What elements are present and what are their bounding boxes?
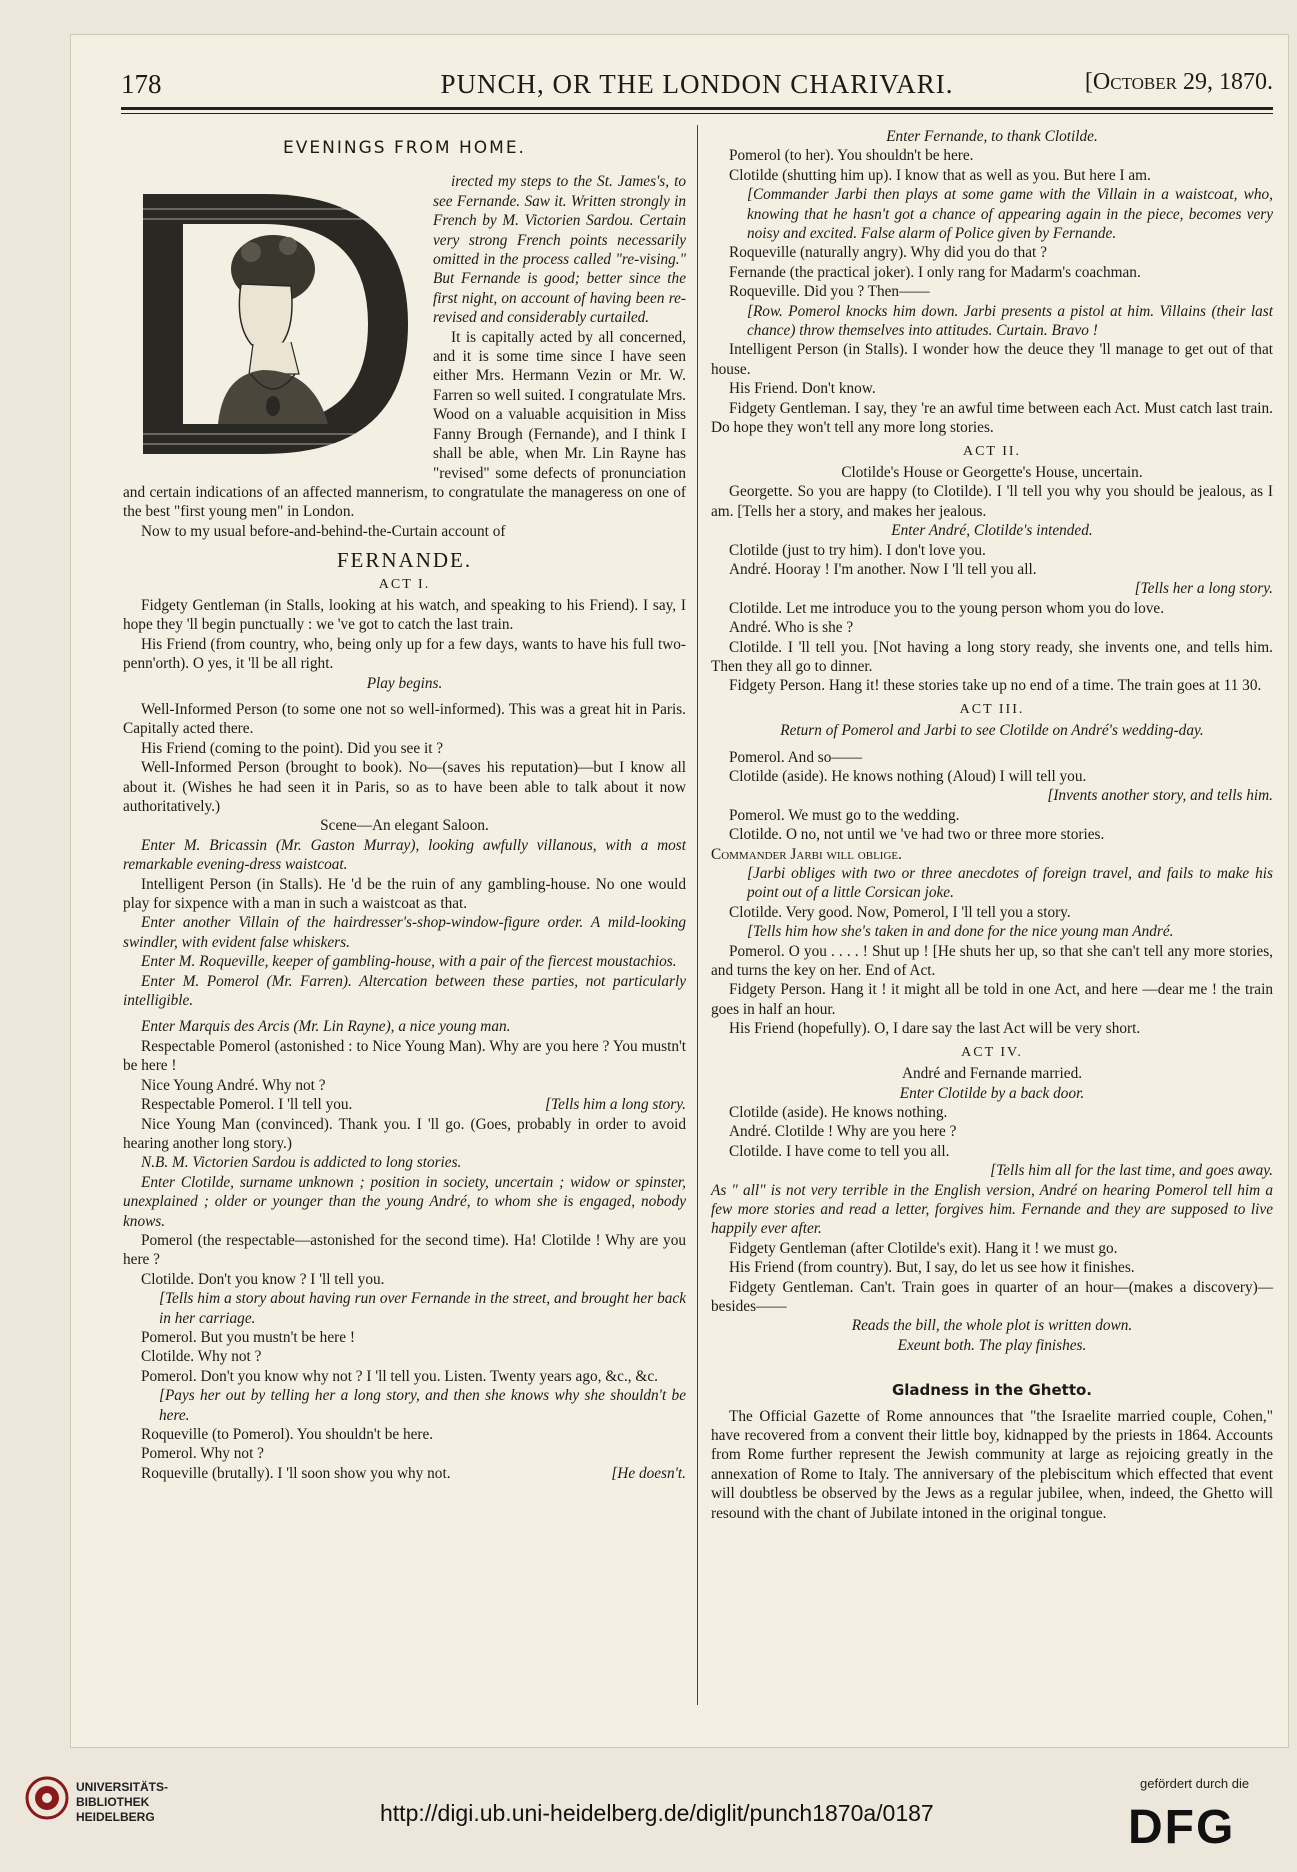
running-header xyxy=(121,65,1273,105)
dialogue-line xyxy=(123,1095,686,1114)
stage-direction: [Jarbi obliges with two or three anecdotes of foreign travel, and fails to make his point out of a little Corsican joke. xyxy=(747,865,1273,902)
dialogue-text: Roqueville (brutally). I 'll soon show you why not. xyxy=(141,1464,451,1482)
intro-paragraph-1: irected my steps to the St. James's, to see Fernande. Saw it. Written strongly in French by M. Victorien Sardou. Certain very strong French points necessarily omitted in the process called "re-vising." But Fernande is good; better since the first night, on account of having been re-revised and considerably curtailed. xyxy=(433,173,686,327)
stage-direction: [Tells him a long story. xyxy=(545,1096,686,1114)
column-divider xyxy=(697,125,698,1705)
dialogue-line: Pomerol. Why not ? xyxy=(141,1445,264,1463)
article-heading-ghetto: Gladness in the Ghetto. xyxy=(891,1381,1093,1400)
stage-direction: Enter André, Clotilde's intended. xyxy=(891,522,1093,540)
dialogue-line: Enter M. Bricassin (Mr. Gaston Murray), looking awfully villanous, with a most remarkable evening-dress waistcoat. xyxy=(123,836,686,874)
header-rule-thick xyxy=(121,107,1273,110)
dialogue-line: His Friend (coming to the point). Did you see it ? xyxy=(141,739,444,757)
dialogue-line: His Friend. Don't know. xyxy=(729,380,876,398)
stage-direction: [Tells him a story about having run over Fernande in the street, and brought her back in her carriage. xyxy=(159,1290,686,1327)
dialogue-line: Fidgety Gentleman. I say, they 're an awful time between each Act. Must catch last train. Do hope they won't tell any more long stories. xyxy=(711,399,1273,437)
act-heading-3: ACT III. xyxy=(959,701,1025,717)
dialogue-line: Roqueville. Did you ? Then—— xyxy=(729,283,930,301)
page-number: 178 xyxy=(121,69,162,99)
dialogue-line: Georgette. So you are happy (to Clotilde). I 'll tell you why you should be jealous, as I am. [Tells her a story, and makes her jealous. xyxy=(711,483,1273,520)
dialogue-line: Fernande (the practical joker). I only rang for Madarm's coachman. xyxy=(729,263,1141,281)
dialogue-line: Roqueville (to Pomerol). You shouldn't be here. xyxy=(141,1426,434,1443)
stage-direction: Exeunt both. The play finishes. xyxy=(897,1336,1087,1354)
stage-direction: As " all" is not very terrible in the English version, André on hearing Pomerol tell him a few more stories and read a letter, forgives him. Fernande and they are supposed to live happily ever after. xyxy=(711,1181,1273,1238)
dialogue-line: Pomerol. O you . . . . ! Shut up ! [He shuts her up, so that she can't tell any more stories, and turns the key on her. End of Act. xyxy=(711,942,1273,980)
stage-direction: [Tells him all for the last time, and goes away. xyxy=(990,1162,1273,1180)
dialogue-line: André. Who is she ? xyxy=(729,619,854,637)
stage-direction: [Row. Pomerol knocks him down. Jarbi presents a pistol at him. Villains (their last chance) throw themselves into attitudes. Curtain. Bravo ! xyxy=(747,302,1273,340)
dialogue-line: Nice Young André. Why not ? xyxy=(141,1076,326,1094)
right-column xyxy=(711,127,1273,1523)
university-line: UNIVERSITÄTS- xyxy=(76,1780,169,1794)
stage-direction: [Tells her a long story. xyxy=(1134,580,1273,598)
dialogue-line: Pomerol. We must go to the wedding. xyxy=(729,806,960,824)
scene-heading: Clotilde's House or Georgette's House, uncertain. xyxy=(841,463,1143,481)
act-heading-2: ACT II. xyxy=(962,443,1022,459)
newspaper-page xyxy=(70,34,1289,1748)
dialogue-text: Respectable Pomerol. I 'll tell you. xyxy=(141,1096,353,1114)
dialogue-line: Pomerol (the respectable—astonished for the second time). Ha! Clotilde ! Why are you here ? xyxy=(123,1231,686,1269)
dialogue-line: André. Clotilde ! Why are you here ? xyxy=(729,1123,957,1141)
issue-date: [October 29, 1870. xyxy=(1084,69,1273,95)
dialogue-line: Fidgety Person. Hang it ! it might all be told in one Act, and here —dear me ! the train goes in half an hour. xyxy=(711,981,1273,1018)
university-line: HEIDELBERG xyxy=(76,1810,155,1824)
dialogue-line: Enter M. Roqueville, keeper of gambling-house, with a pair of the fiercest moustachios. xyxy=(141,953,677,971)
dialogue-line: Fidgety Gentleman (in Stalls, looking at his watch, and speaking to his Friend). I say, I hope they 'll begin punctually : we 've got to catch the last train. xyxy=(123,596,686,634)
dialogue-line: Pomerol. Don't you know why not ? I 'll tell you. Listen. Twenty years ago, &c., &c. xyxy=(141,1367,658,1385)
scene-heading: Return of Pomerol and Jarbi to see Clotilde on André's wedding-day. xyxy=(780,722,1204,740)
source-url-link[interactable]: http://digi.ub.uni-heidelberg.de/diglit/punch1870a/0187 xyxy=(380,1800,934,1826)
header-rule-thin xyxy=(121,113,1273,114)
dialogue-line: N.B. M. Victorien Sardou is addicted to long stories. xyxy=(141,1154,462,1172)
dialogue-line: Clotilde. Let me introduce you to the young person whom you do love. xyxy=(729,599,1165,617)
scene-heading: André and Fernande married. xyxy=(901,1065,1083,1083)
dialogue-line: Clotilde (aside). He knows nothing. xyxy=(729,1103,948,1121)
dialogue-line: His Friend (from country, who, being only up for a few days, wants to have his full two-penn'orth). O yes, it 'll be all right. xyxy=(123,635,686,673)
stage-direction: Reads the bill, the whole plot is written down. xyxy=(851,1317,1133,1335)
dialogue-line: Pomerol. But you mustn't be here ! xyxy=(141,1328,355,1346)
dialogue-line: Nice Young Man (convinced). Thank you. I 'll go. (Goes, probably in order to avoid hearing another long story.) xyxy=(123,1115,686,1152)
dialogue-line: Fidgety Gentleman (after Clotilde's exit). Hang it ! we must go. xyxy=(729,1239,1118,1257)
play-title: FERNANDE. xyxy=(336,548,473,573)
dialogue-line: Clotilde. Why not ? xyxy=(141,1348,262,1366)
stage-direction: [Invents another story, and tells him. xyxy=(1047,787,1273,805)
intro-paragraph-3: Now to my usual before-and-behind-the-Curtain account of xyxy=(141,522,506,540)
dialogue-line: Well-Informed Person (to some one not so well-informed). This was a great hit in Paris. Capitally acted there. xyxy=(123,700,686,738)
dialogue-line: Pomerol (to her). You shouldn't be here. xyxy=(729,147,974,165)
dialogue-line: Commander Jarbi will oblige. xyxy=(711,845,902,863)
university-name xyxy=(76,1780,168,1825)
dialogue-line: Well-Informed Person (brought to book). No—(saves his reputation)—but I know all about it. (Wishes he had seen it in Paris, so as to have been able to talk about it now authoritatively.) xyxy=(123,759,686,815)
dialogue-line: Enter another Villain of the hairdresser's-shop-window-figure order. A mild-looking swindler, with evident false whiskers. xyxy=(123,914,686,951)
dialogue-line: Clotilde. Don't you know ? I 'll tell you. xyxy=(141,1270,385,1288)
dialogue-line: Clotilde. O no, not until we 've had two or three more stories. xyxy=(729,826,1105,844)
act-heading-4: ACT IV. xyxy=(961,1044,1023,1060)
stage-direction: [Pays her out by telling her a long story, and then she knows why she shouldn't be here. xyxy=(159,1387,686,1424)
stage-direction: Play begins. xyxy=(366,674,443,692)
university-seal-icon xyxy=(25,1776,69,1820)
intro-paragraph-2: It is capitally acted by all concerned, and it is some time since I have seen either Mrs. Hermann Vezin or Mr. W. Farren so well suited. I congratulate Mrs. Wood on a valuable acquisition in Miss Fanny Brough (Fernande), and I think I shall be able, when Mr. Lin Rayne has "revised" some defects of pronunciation and certain indications of an affected mannerism, to congratulate the manageress on one of the best "first young men" in London. xyxy=(123,328,686,521)
dialogue-line: Respectable Pomerol (astonished : to Nice Young Man). Why are you here ? You mustn't be here ! xyxy=(123,1037,686,1075)
dialogue-line: His Friend (hopefully). O, I dare say the last Act will be very short. xyxy=(729,1020,1141,1038)
act-heading-1: ACT I. xyxy=(378,576,431,592)
stage-direction: [He doesn't. xyxy=(611,1464,686,1482)
dialogue-line: Enter M. Pomerol (Mr. Farren). Altercation between these parties, not particularly intelligible. xyxy=(123,972,686,1010)
publication-title: PUNCH, OR THE LONDON CHARIVARI. xyxy=(440,69,954,99)
dialogue-line: Enter Clotilde, surname unknown ; position in society, uncertain ; widow or spinster, unexplained ; older or younger than the young André, to whom she is engaged, nobody knows. xyxy=(123,1173,686,1230)
stage-direction: Enter Fernande, to thank Clotilde. xyxy=(886,128,1098,145)
dialogue-line: Roqueville (naturally angry). Why did you do that ? xyxy=(729,244,1047,262)
dialogue-line: Clotilde. Very good. Now, Pomerol, I 'll tell you a story. xyxy=(729,903,1071,921)
dialogue-line: André. Hooray ! I'm another. Now I 'll tell you all. xyxy=(729,560,1037,578)
stage-direction: [Commander Jarbi then plays at some game with the Villain in a waistcoat, who, knowing that he hasn't got a chance of appearing again in the piece, becomes very noisy and excited. False alarm of Police given by Fernande. xyxy=(747,186,1273,243)
stage-direction: [Tells him how she's taken in and done for the nice young man André. xyxy=(747,923,1174,941)
article-heading: EVENINGS FROM HOME. xyxy=(283,138,526,158)
dialogue-line: Fidgety Person. Hang it! these stories take up no end of a time. The train goes at 11 30. xyxy=(729,677,1262,695)
dialogue-line: His Friend (from country). But, I say, do let us see how it finishes. xyxy=(729,1259,1135,1277)
funding-label: gefördert durch die xyxy=(1140,1776,1250,1791)
stage-direction: Enter Clotilde by a back door. xyxy=(899,1084,1085,1102)
dialogue-line: Pomerol. And so—— xyxy=(729,748,863,766)
dialogue-line: Clotilde (just to try him). I don't love you. xyxy=(729,541,986,559)
dialogue-line xyxy=(123,1464,686,1483)
dialogue-line: Intelligent Person (in Stalls). He 'd be the ruin of any gambling-house. No one would play for sixpence with a man in such a waistcoat as that. xyxy=(123,875,686,913)
drop-cap-portrait-illustration xyxy=(123,174,423,474)
ghetto-paragraph: The Official Gazette of Rome announces that "the Israelite married couple, Cohen," have recovered from a convent their little boy, kidnapped by the priests in 1864. Accounts from Rome further represent the Jewish community at large as rejoicing greatly in the annexation of Rome to Italy. The anniversary of the plebiscitum which effected that event will doubtless be observed by the Jews as a regular jubilee, when, indeed, the Ghetto will resound with the chant of Jubilate intoned in the original tongue. xyxy=(711,1407,1273,1522)
dialogue-line: Clotilde. I have come to tell you all. xyxy=(729,1142,950,1160)
dfg-logo: DFG xyxy=(1128,1801,1236,1854)
dialogue-line: Clotilde (shutting him up). I know that as well as you. But here I am. xyxy=(729,166,1151,184)
university-line: BIBLIOTHEK xyxy=(76,1795,150,1809)
left-column xyxy=(123,127,686,1483)
dialogue-line: Fidgety Gentleman. Can't. Train goes in quarter of an hour—(makes a discovery)—besides—— xyxy=(711,1278,1273,1315)
dialogue-line: Clotilde. I 'll tell you. [Not having a long story ready, she invents one, and tells him. Then they all go to dinner. xyxy=(711,638,1273,675)
dialogue-line: Enter Marquis des Arcis (Mr. Lin Rayne), a nice young man. xyxy=(141,1018,511,1036)
dialogue-line: Clotilde (aside). He knows nothing (Aloud) I will tell you. xyxy=(729,768,1087,785)
scene-heading: Scene—An elegant Saloon. xyxy=(320,817,489,835)
dialogue-line: Intelligent Person (in Stalls). I wonder how the deuce they 'll manage to get out of that house. xyxy=(711,341,1273,378)
